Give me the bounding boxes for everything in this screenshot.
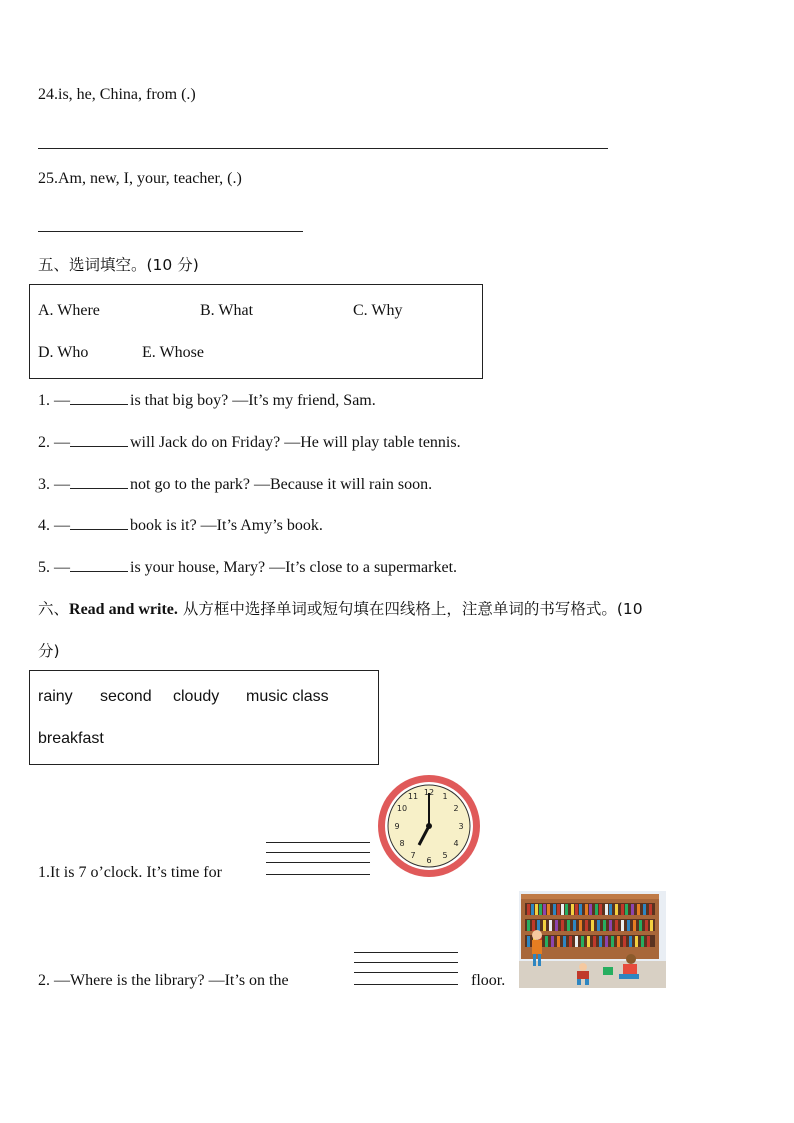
s5-question-1: 1. — is that big boy? —It’s my friend, Sam. xyxy=(38,392,376,409)
section-5-word-box xyxy=(29,284,483,379)
svg-text:5: 5 xyxy=(442,851,448,860)
s5-question-5: 5. — is your house, Mary? —It’s close to a supermarket. xyxy=(38,559,458,576)
section-6-title-line2: 分) xyxy=(38,642,60,660)
blank-3[interactable] xyxy=(70,474,128,489)
svg-text:3: 3 xyxy=(458,822,464,831)
s5-question-4: 4. — book is it? —It’s Amy’s book. xyxy=(38,517,323,534)
blank-2[interactable] xyxy=(70,432,128,447)
four-line-grid-1[interactable] xyxy=(266,842,370,872)
blank-4[interactable] xyxy=(70,515,128,530)
s6-question-2-floor: floor. xyxy=(471,972,506,989)
svg-text:1: 1 xyxy=(442,792,448,801)
svg-text:2: 2 xyxy=(453,804,459,813)
svg-text:9: 9 xyxy=(394,822,400,831)
svg-text:7: 7 xyxy=(410,851,416,860)
section-5-title: 五、选词填空。(10 分) xyxy=(38,256,199,274)
blank-5[interactable] xyxy=(70,557,128,572)
question-24: 24.is, he, China, from (.) xyxy=(38,86,196,103)
question-25: 25.Am, new, I, your, teacher, (.) xyxy=(38,170,242,187)
clock-icon xyxy=(376,773,482,879)
library-image xyxy=(519,891,666,988)
option-c: C. Why xyxy=(353,302,403,319)
svg-text:12: 12 xyxy=(423,788,435,797)
answer-line-24[interactable] xyxy=(38,148,608,149)
s5-question-3: 3. — not go to the park? —Because it will rain soon. xyxy=(38,476,433,493)
option-b: B. What xyxy=(200,302,254,319)
option-a: A. Where xyxy=(38,302,100,319)
svg-text:8: 8 xyxy=(399,839,405,848)
svg-text:11: 11 xyxy=(407,792,419,801)
s6-question-1: 1.It is 7 o’clock. It’s time for xyxy=(38,864,222,881)
svg-text:10: 10 xyxy=(396,804,408,813)
blank-1[interactable] xyxy=(70,390,128,405)
word-breakfast: breakfast xyxy=(38,730,104,747)
svg-text:6: 6 xyxy=(426,856,432,865)
option-e: E. Whose xyxy=(142,344,204,361)
four-line-grid-2[interactable] xyxy=(354,952,458,982)
s6-question-2: 2. —Where is the library? —It’s on the xyxy=(38,972,289,989)
option-d: D. Who xyxy=(38,344,89,361)
s5-question-2: 2. — will Jack do on Friday? —He will play table tennis. xyxy=(38,434,461,451)
answer-line-25[interactable] xyxy=(38,231,303,232)
word-second: second xyxy=(100,688,152,705)
word-music-class: music class xyxy=(246,688,329,705)
word-cloudy: cloudy xyxy=(173,688,220,705)
section-6-title: 六、Read and write. 从方框中选择单词或短句填在四线格上，注意单词的书写格式。(10 xyxy=(38,600,643,618)
word-rainy: rainy xyxy=(38,688,73,705)
svg-text:4: 4 xyxy=(453,839,459,848)
section-6-word-box xyxy=(29,670,379,765)
